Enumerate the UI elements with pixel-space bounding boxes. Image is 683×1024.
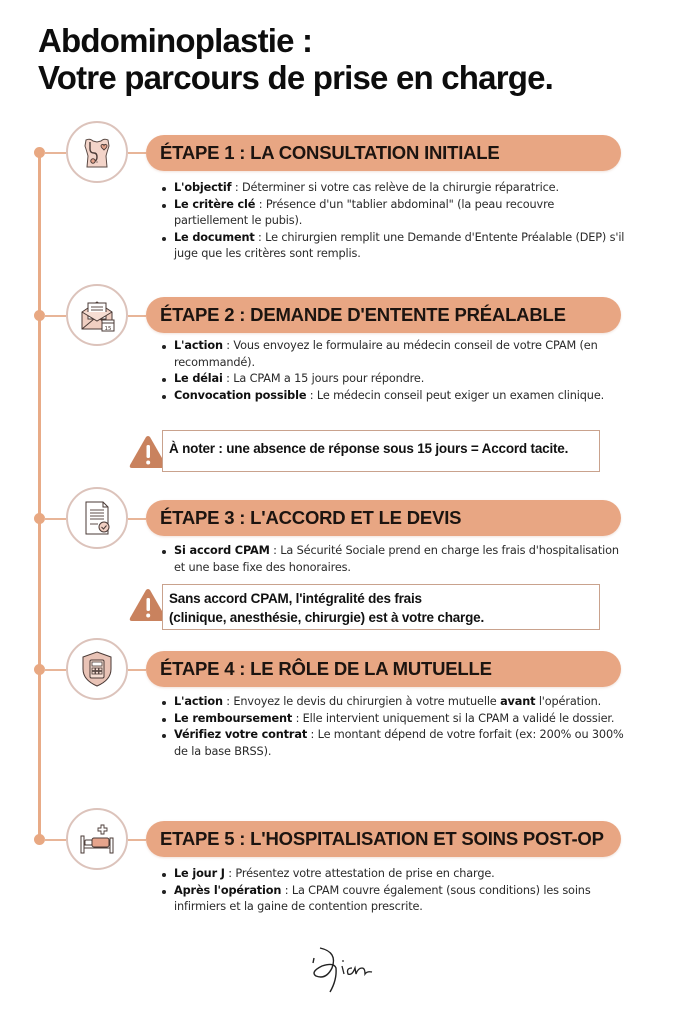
step-heading: ÉTAPE 3 : L'ACCORD ET LE DEVIS: [146, 500, 621, 536]
callout-note: À noter : une absence de réponse sous 15 jours = Accord tacite.: [162, 430, 600, 472]
list-item: Vérifiez votre contrat : Le montant dépend de votre forfait (ex: 200% ou 300% de la base BRSS).: [160, 727, 630, 760]
list-item: Le critère clé : Présence d'un "tablier abdominal" (la peau recouvre partiellement le pubis).: [160, 197, 630, 230]
list-item: L'objectif : Déterminer si votre cas relève de la chirurgie réparatrice.: [160, 180, 630, 197]
timeline-connector: [44, 518, 66, 520]
list-item: Le délai : La CPAM a 15 jours pour répondre.: [160, 371, 630, 388]
list-item: L'action : Vous envoyez le formulaire au médecin conseil de votre CPAM (en recommandé).: [160, 338, 630, 371]
page-title: [38, 22, 658, 96]
list-item: L'action : Envoyez le devis du chirurgien à votre mutuelle avant l'opération.: [160, 694, 630, 711]
step-bullets: [160, 866, 630, 916]
timeline-connector: [128, 315, 146, 317]
step-heading: ÉTAPE 4 : LE RÔLE DE LA MUTUELLE: [146, 651, 621, 687]
torso-stethoscope-icon: [77, 132, 117, 172]
list-item: Le document : Le chirurgien remplit une Demande d'Entente Préalable (DEP) s'il juge que les critères sont remplis.: [160, 230, 630, 263]
timeline-connector: [128, 152, 146, 154]
hospital-bed-icon: [77, 819, 117, 859]
timeline-connector: [44, 315, 66, 317]
step-icon-frame: [66, 638, 128, 700]
step-icon-frame: [66, 487, 128, 549]
callout-warning: Sans accord CPAM, l'intégralité des frais (clinique, anesthésie, chirurgie) est à votre charge.: [162, 584, 600, 630]
shield-calculator-icon: [77, 649, 117, 689]
signature-icon: [300, 940, 390, 1000]
document-check-icon: [77, 498, 117, 538]
list-item: Après l'opération : La CPAM couvre également (sous conditions) les soins infirmiers et la gaine de contention prescrite.: [160, 883, 630, 916]
list-item: Si accord CPAM : La Sécurité Sociale prend en charge les frais d'hospitalisation et une base fixe des honoraires.: [160, 543, 630, 576]
list-item: Le remboursement : Elle intervient uniquement si la CPAM a validé le dossier.: [160, 711, 630, 728]
list-item: Le jour J : Présentez votre attestation de prise en charge.: [160, 866, 630, 883]
step-bullets: [160, 338, 630, 404]
envelope-calendar-icon: [77, 295, 117, 335]
step-heading: ÉTAPE 1 : LA CONSULTATION INITIALE: [146, 135, 621, 171]
svg-text:15: 15: [104, 326, 112, 332]
step-icon-frame: [66, 808, 128, 870]
timeline-line: [38, 152, 41, 837]
timeline-connector: [128, 669, 146, 671]
timeline-connector: [44, 839, 66, 841]
list-item: Convocation possible : Le médecin conseil peut exiger un examen clinique.: [160, 388, 630, 405]
step-heading: ETAPE 5 : L'HOSPITALISATION ET SOINS POST-OP: [146, 821, 621, 857]
step-icon-frame: [66, 121, 128, 183]
step-bullets: [160, 543, 630, 576]
title-line-1: Abdominoplastie :: [38, 22, 313, 59]
step-heading: ÉTAPE 2 : DEMANDE D'ENTENTE PRÉALABLE: [146, 297, 621, 333]
timeline-connector: [128, 839, 146, 841]
timeline-connector: [44, 669, 66, 671]
step-bullets: [160, 694, 630, 760]
step-icon-frame: [66, 284, 128, 346]
step-bullets: [160, 180, 630, 263]
timeline-connector: [44, 152, 66, 154]
timeline-connector: [128, 518, 146, 520]
title-line-2: Votre parcours de prise en charge.: [38, 59, 554, 96]
signature: [300, 940, 390, 1000]
